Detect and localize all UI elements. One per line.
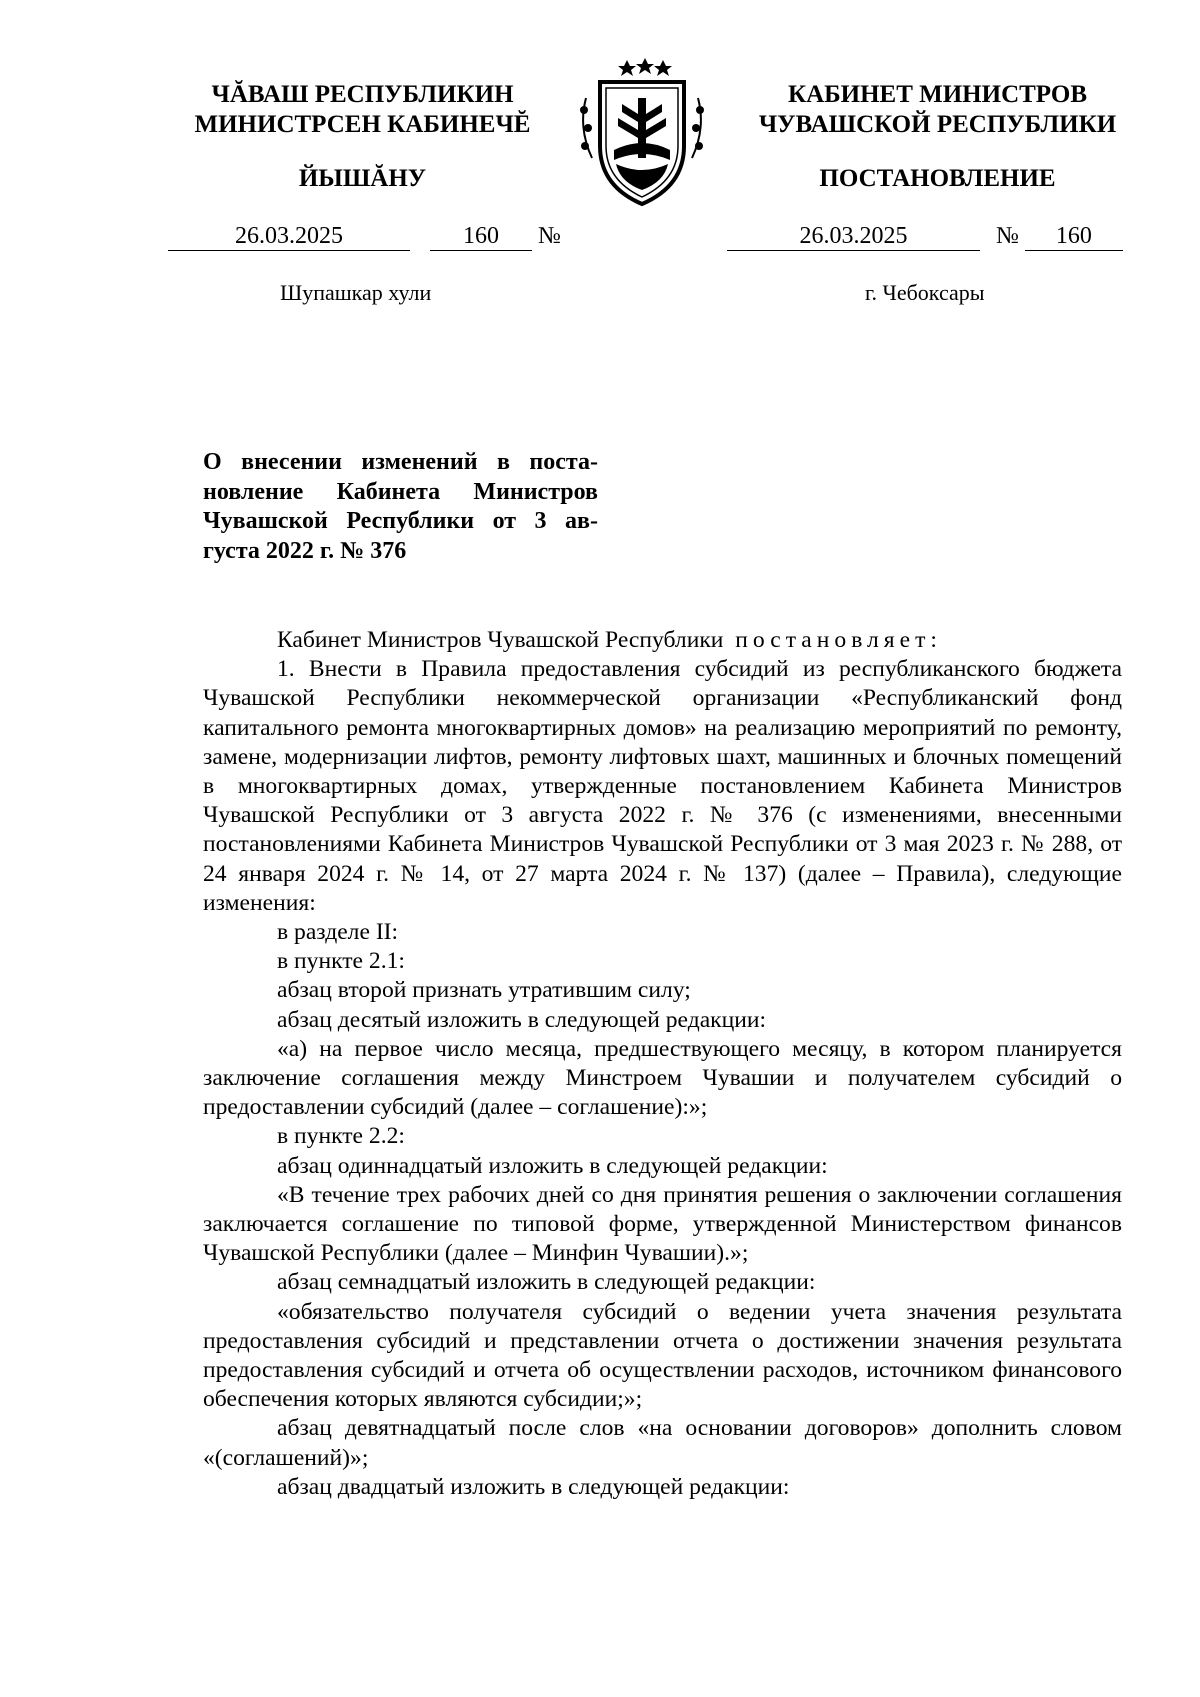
header-left-line2: МИНИСТРСЕН КАБИНЕЧĔ [194, 111, 531, 138]
body-paragraph: в разделе II: [277, 919, 399, 946]
header-left-org [150, 80, 575, 140]
intro-subject: Кабинет Министров Чувашской Республики [277, 627, 724, 653]
document-body [203, 626, 1122, 1502]
body-paragraph: абзац девятнадцатый после слов «на основании договоров» дополнить словом «(соглашений)»; [203, 1415, 1122, 1471]
title-line: новление Кабинета Министров [203, 478, 598, 505]
left-date: 26.03.2025 [168, 222, 410, 251]
intro-paragraph [203, 626, 1122, 655]
header-right-line1: КАБИНЕТ МИНИСТРОВ [787, 81, 1088, 108]
left-number-sign: № [538, 223, 561, 249]
body-paragraph: абзац десятый изложить в следующей редакции: [277, 1006, 767, 1033]
header-left-line1: ЧĂВАШ РЕСПУБЛИКИН [211, 81, 514, 108]
left-registration-line [168, 222, 561, 251]
title-line: густа 2022 г. № 376 [203, 537, 407, 564]
right-registration-line [727, 222, 1123, 251]
body-paragraph: абзац одиннадцатый изложить в следующей редакции: [277, 1152, 828, 1179]
chuvash-republic-emblem-icon [572, 58, 712, 208]
body-paragraph: «В течение трех рабочих дней со дня принятия решения о заключении соглашения заключается соглашение по типовой форме, утвержденной Министерством финансов Чувашской Республики (далее – Минфин Чувашии).»; [203, 1181, 1122, 1267]
body-paragraph: «обязательство получателя субсидий о ведении учета значения результата предоставления субсидий и представлении отчета о достижении значения результата предоставления субсидий и отчета об осуществлении расходов, источником финансового обеспечения которых являются субсидии;»; [203, 1298, 1122, 1413]
right-city: г. Чебоксары [865, 280, 985, 305]
left-city: Шупашкар хули [280, 280, 432, 305]
header-right-line2: ЧУВАШСКОЙ РЕСПУБЛИКИ [758, 111, 1117, 138]
intro-verb: постановляет: [735, 627, 942, 653]
title-line: О внесении изменений в поста- [203, 449, 598, 475]
header-left-doc-type: ЙЫШĂНУ [298, 165, 427, 192]
header-right-org [725, 80, 1150, 140]
right-date: 26.03.2025 [727, 222, 980, 251]
body-paragraph: «а) на первое число месяца, предшествующего месяцу, в котором планируется заключение соглашения между Минстроем Чувашии и получателем субсидий о предоставлении субсидий (далее – соглашение):»; [203, 1035, 1122, 1121]
right-number: 160 [1025, 222, 1123, 251]
body-paragraph: абзац семнадцатый изложить в следующей редакции: [277, 1269, 816, 1296]
document-title [203, 448, 598, 566]
body-paragraph: в пункте 2.1: [277, 948, 405, 975]
body-paragraph: абзац двадцатый изложить в следующей редакции: [277, 1473, 790, 1500]
right-number-sign: № [996, 223, 1019, 249]
body-paragraph: 1. Внести в Правила предоставления субсидий из республиканского бюджета Чувашской Республики некоммерческой организации «Республиканский фонд капитального ремонта многоквартирных домов» на реализацию мероприятий по ремонту, замене, модернизации лифтов, ремонту лифтовых шахт, машинных и блочных помещений в многоквартирных домах, утвержденные постановлением Кабинета Министров Чувашской Республики от 3 августа 2022 г. № 376 (с изменениями, внесенными постановлениями Кабинета Министров Чувашской Республики от 3 мая 2023 г. № 288, от 24 января 2024 г. № 14, от 27 марта 2024 г. № 137) (далее – Правила), следующие изменения: [203, 656, 1122, 916]
body-paragraph: в пункте 2.2: [277, 1123, 405, 1150]
body-paragraph: абзац второй признать утратившим силу; [277, 977, 691, 1004]
title-line: Чувашской Республики от 3 ав- [203, 508, 598, 534]
header-right-doc-type: ПОСТАНОВЛЕНИЕ [819, 165, 1056, 192]
left-number: 160 [430, 222, 532, 251]
